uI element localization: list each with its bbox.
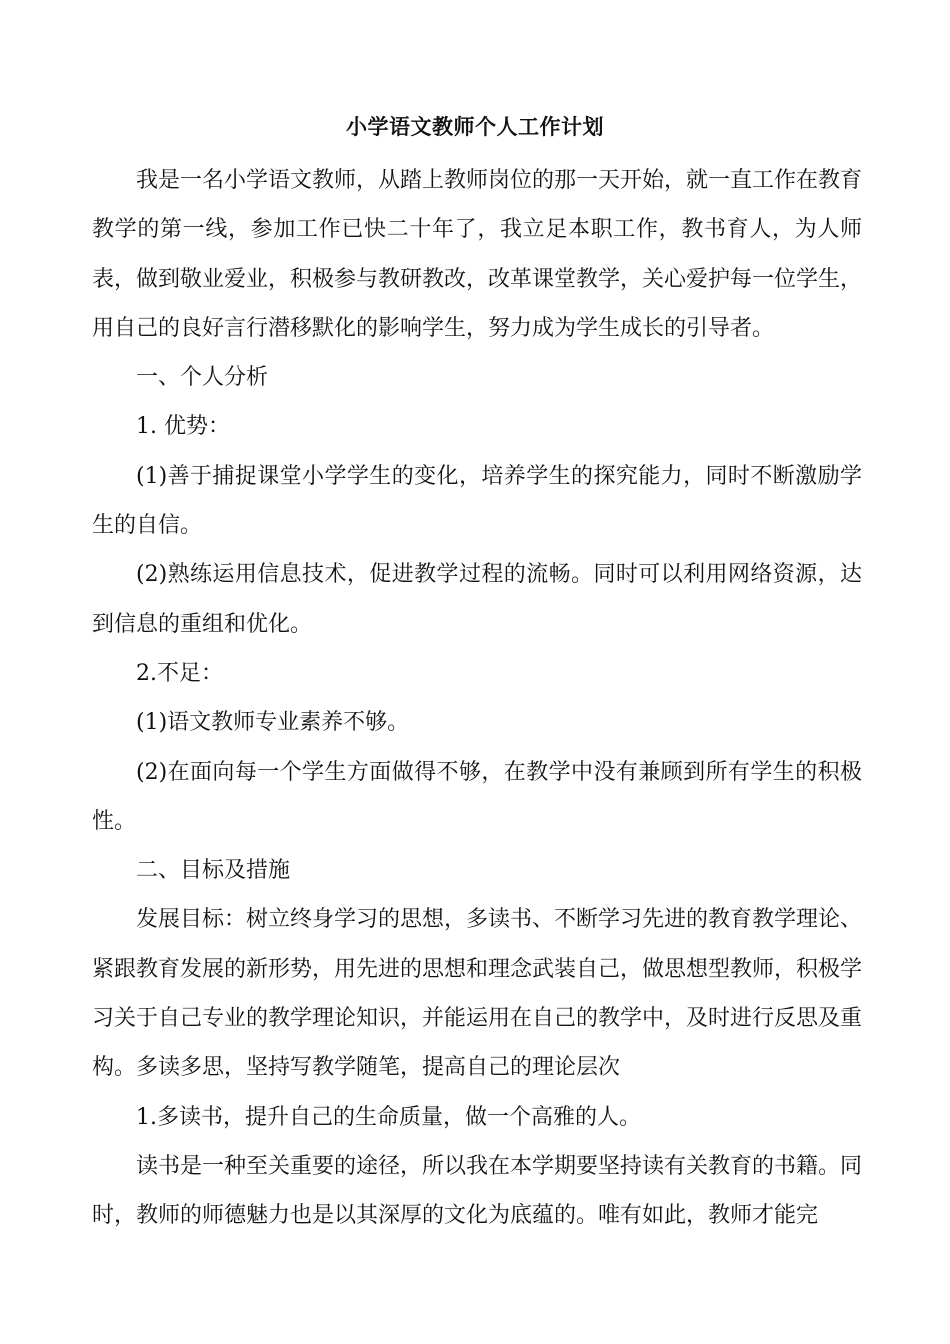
subheading-read-more: 1.多读书，提升自己的生命质量，做一个高雅的人。 [136, 1104, 641, 1130]
paragraph-strength-2: (2)熟练运用信息技术，促进教学过程的流畅。同时可以利用网络资源，达到信息的重组和优化。 [92, 562, 862, 637]
heading-goals-measures: 二、目标及措施 [136, 858, 291, 884]
paragraph-strength-1: (1)善于捕捉课堂小学学生的变化，培养学生的探究能力，同时不断激励学生的自信。 [92, 463, 862, 539]
paragraph-reading: 读书是一种至关重要的途径，所以我在本学期要坚持读有关教育的书籍。同时，教师的师德魅力也是以其深厚的文化为底蕴的。唯有如此，教师才能完 [92, 1153, 863, 1229]
document-title: 小学语文教师个人工作计划 [346, 114, 604, 139]
subheading-strengths: 1. 优势： [136, 414, 230, 440]
paragraph-weakness-1: (1)语文教师专业素养不够。 [136, 710, 410, 736]
paragraph-weakness-2: (2)在面向每一个学生方面做得不够，在教学中没有兼顾到所有学生的积极性。 [92, 759, 862, 834]
document-body [92, 156, 862, 1241]
paragraph-development-goal: 发展目标：树立终身学习的思想，多读书、不断学习先进的教育教学理论、紧跟教育发展的新形势，用先进的思想和理念武装自己，做思想型教师，积极学习关于自己专业的教学理论知识，并能运用在自己的教学中，及时进行反思及重构。多读多思，坚持写教学随笔，提高自己的理论层次 [92, 907, 863, 1081]
heading-personal-analysis: 一、个人分析 [136, 365, 269, 391]
paragraph-intro: 我是一名小学语文教师，从踏上教师岗位的那一天开始，就一直工作在教育教学的第一线，参加工作已快二十年了，我立足本职工作，教书育人，为人师表，做到敬业爱业，积极参与教研教改，改革课堂教学，关心爱护每一位学生，用自己的良好言行潜移默化的影响学生，努力成为学生成长的引导者。 [92, 168, 863, 341]
subheading-weaknesses: 2.不足： [136, 660, 223, 686]
